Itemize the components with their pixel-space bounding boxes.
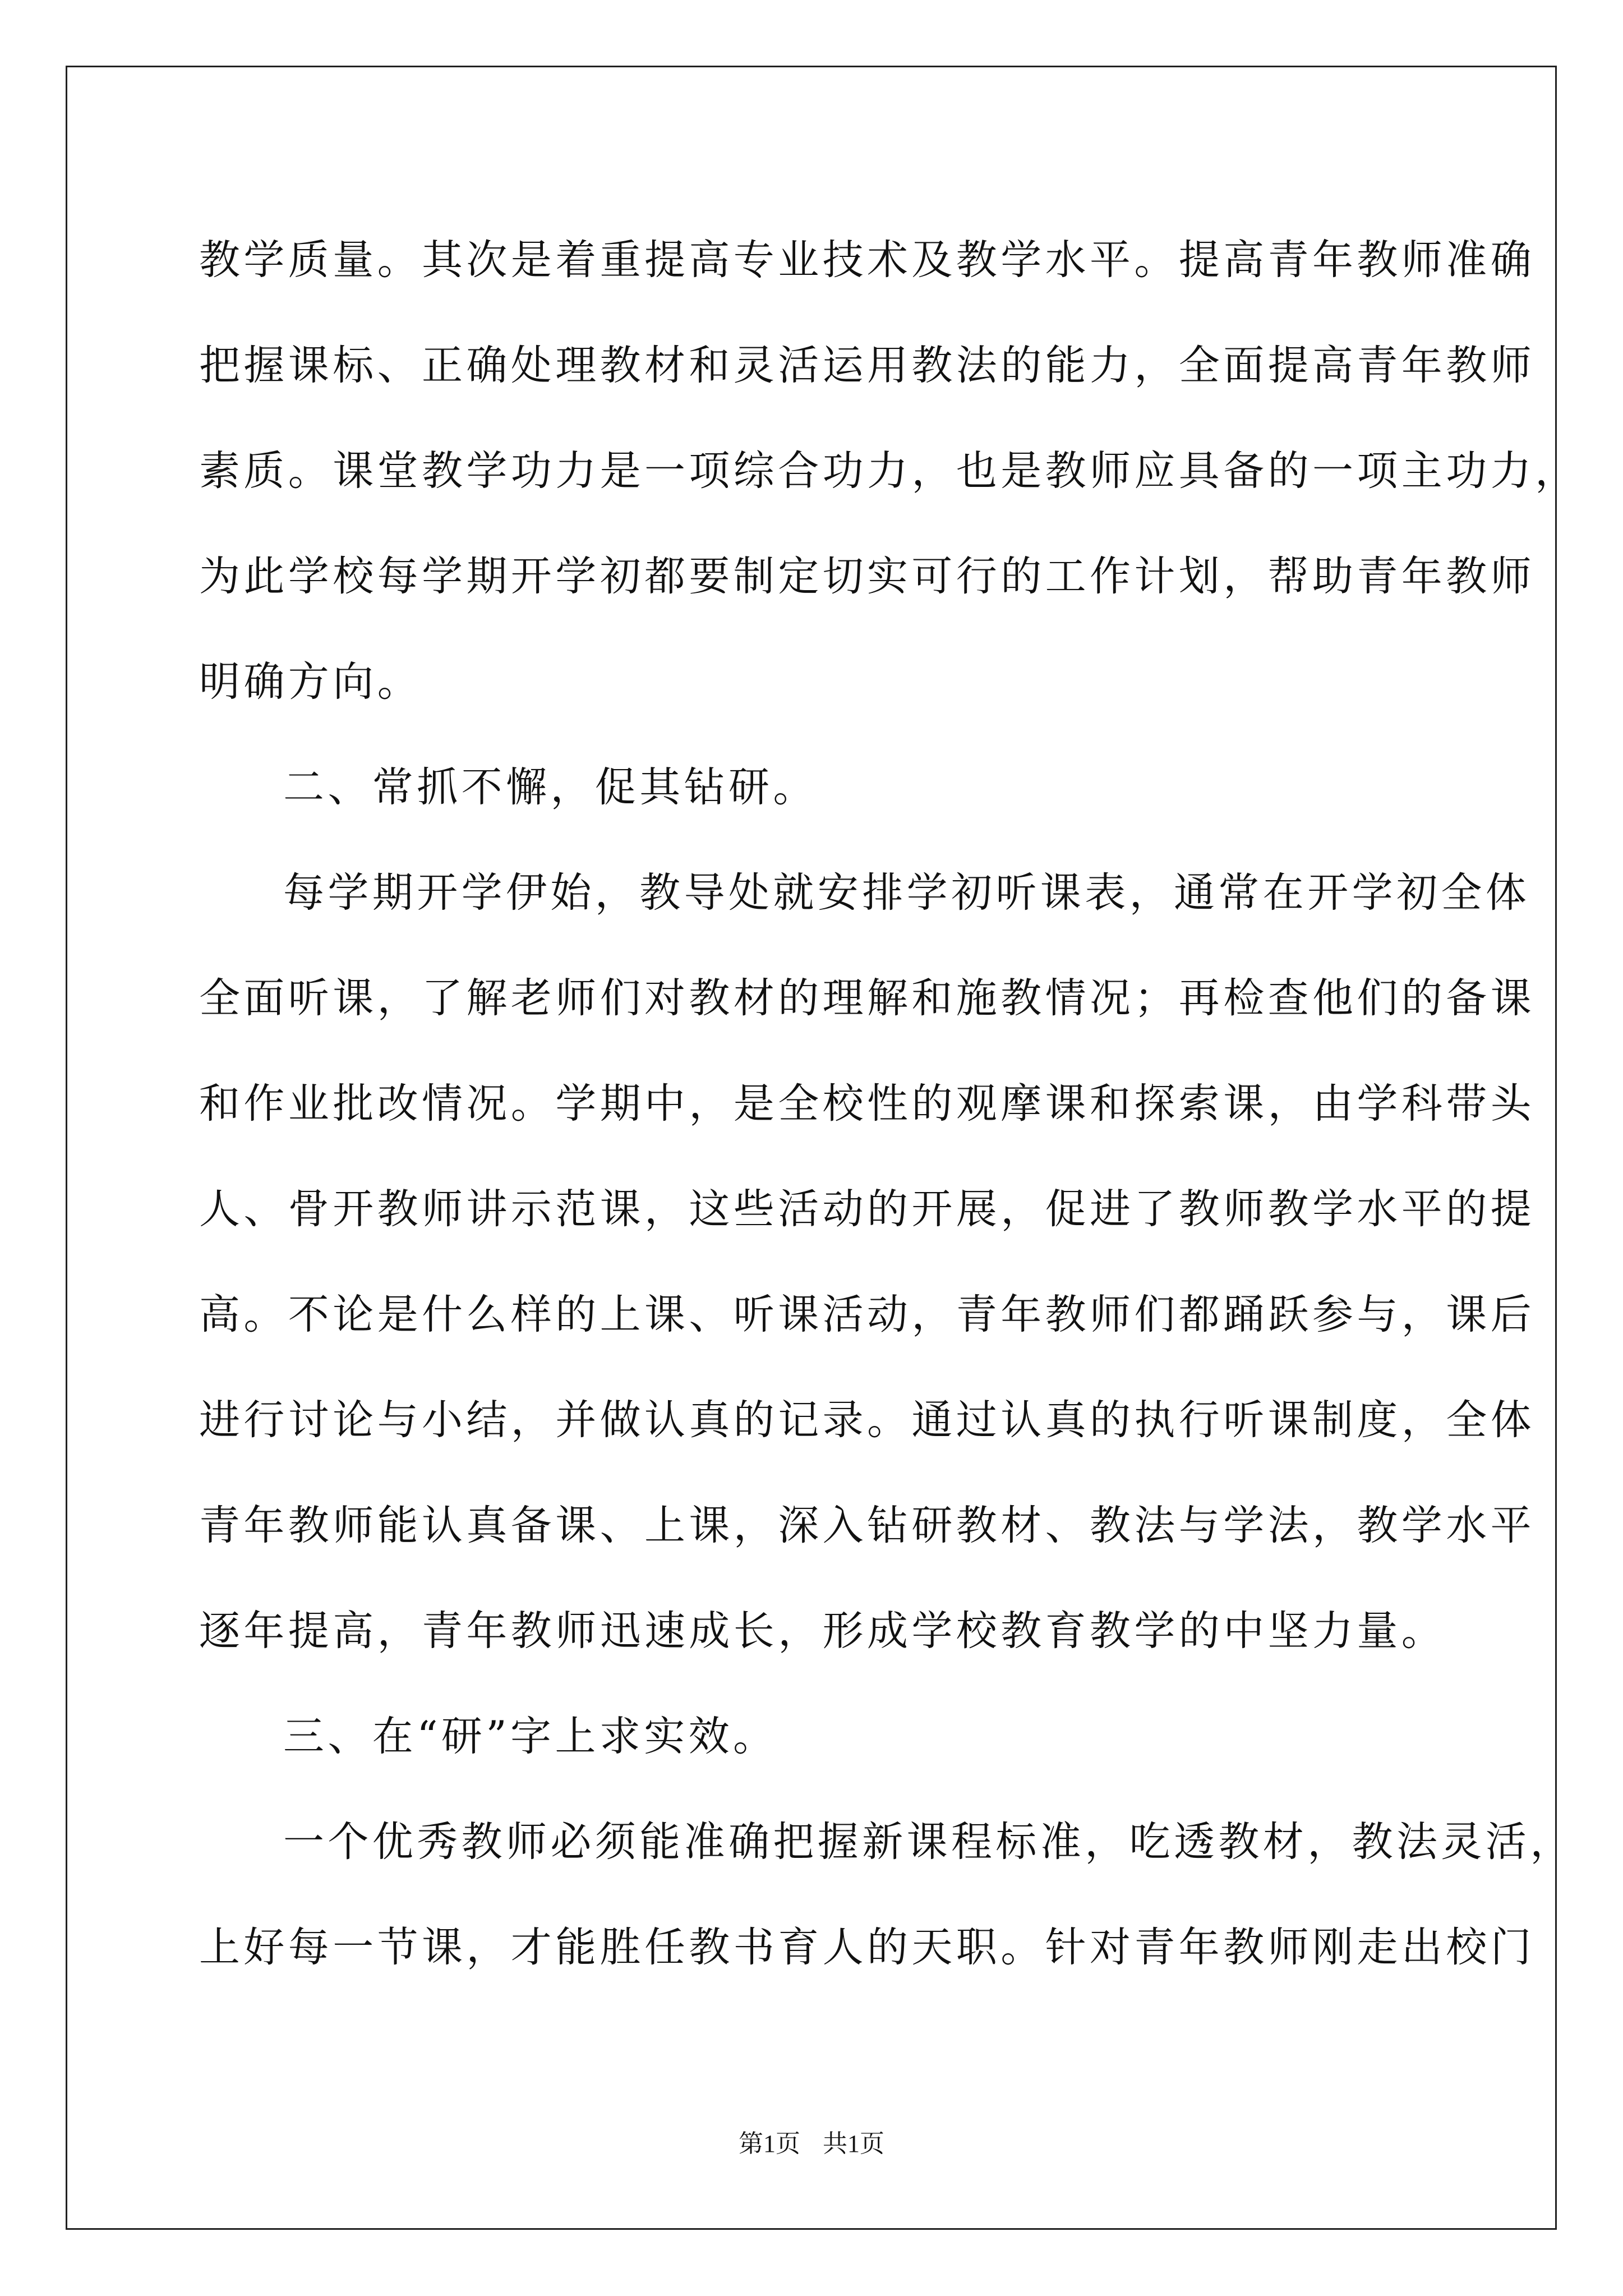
text-line: 上好每一节课，才能胜任教书育人的天职。针对青年教师刚走出校门 bbox=[199, 1924, 1535, 1971]
paragraph-first-line: 每学期开学伊始，教导处就安排学初听课表，通常在开学初全体 bbox=[283, 869, 1530, 917]
text-line: 人、骨开教师讲示范课，这些活动的开展，促进了教师教学水平的提 bbox=[199, 1185, 1535, 1233]
text-line: 进行讨论与小结，并做认真的记录。通过认真的执行听课制度，全体 bbox=[199, 1396, 1535, 1444]
text-line: 高。不论是什么样的上课、听课活动，青年教师们都踊跃参与，课后 bbox=[199, 1291, 1535, 1338]
text-line: 素质。课堂教学功力是一项综合功力，也是教师应具备的一项主功力， bbox=[199, 447, 1580, 495]
page-footer bbox=[0, 2123, 1623, 2159]
text-line: 为此学校每学期开学初都要制定切实可行的工作计划，帮助青年教师 bbox=[199, 553, 1535, 600]
section-heading: 三、在“研”字上求实效。 bbox=[283, 1713, 778, 1760]
page-total: 共1页 bbox=[823, 2130, 884, 2157]
text-line: 明确方向。 bbox=[199, 658, 422, 706]
text-line: 教学质量。其次是着重提高专业技术及教学水平。提高青年教师准确 bbox=[199, 236, 1535, 284]
section-heading: 二、常抓不懈，促其钻研。 bbox=[283, 763, 818, 811]
text-line: 青年教师能认真备课、上课，深入钻研教材、教法与学法，教学水平 bbox=[199, 1502, 1535, 1549]
text-line: 逐年提高，青年教师迅速成长，形成学校教育教学的中坚力量。 bbox=[199, 1607, 1446, 1655]
text-line: 把握课标、正确处理教材和灵活运用教法的能力，全面提高青年教师 bbox=[199, 342, 1535, 389]
text-line: 全面听课，了解老师们对教材的理解和施教情况；再检查他们的备课 bbox=[199, 974, 1535, 1022]
paragraph-first-line: 一个优秀教师必须能准确把握新课程标准，吃透教材，教法灵活， bbox=[283, 1818, 1575, 1866]
page-number: 第1页 bbox=[739, 2130, 800, 2157]
text-line: 和作业批改情况。学期中，是全校性的观摩课和探索课，由学科带头 bbox=[199, 1080, 1535, 1128]
document-body bbox=[199, 208, 1580, 2000]
